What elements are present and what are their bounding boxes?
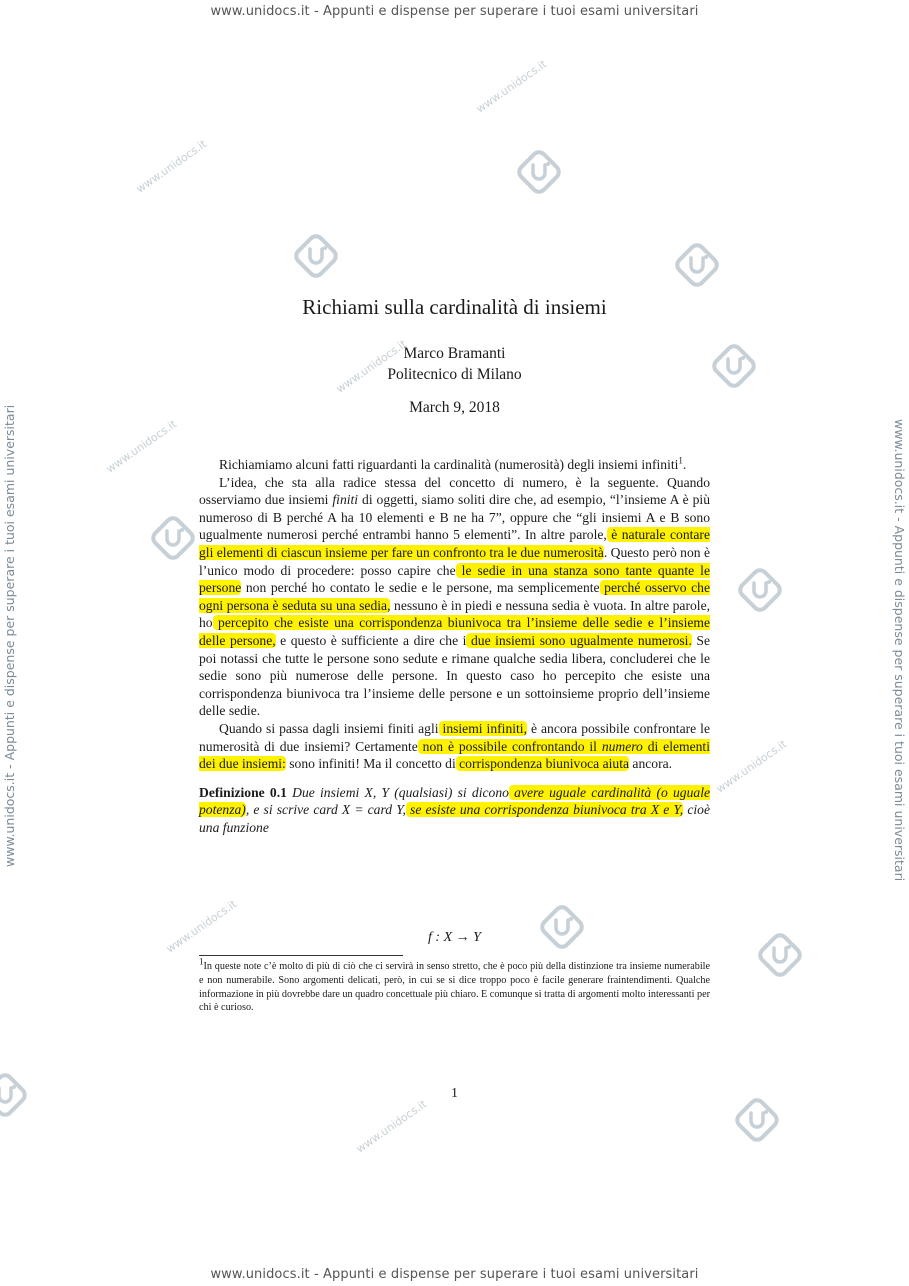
highlight: le sedie in una stanza sono tante quante le persone bbox=[199, 562, 710, 596]
top-banner[interactable]: www.unidocs.it - Appunti e dispense per superare i tuoi esami universitari bbox=[210, 4, 699, 19]
formula: f : X → Y bbox=[428, 930, 481, 945]
highlight: se esiste una corrispondenza biunivoca tra X e Y, bbox=[405, 802, 684, 818]
footnote-rule bbox=[199, 955, 403, 956]
footnote: $^1$In queste note c’è molto di più di ciò che ci servirà in senso stretto, che è poco più della distinzione tra insieme numerabile e non numerabile. Sono argomenti delicati, però, in cui se si dice troppo poco è facile generare fraintendimenti. Qualche informazione in più dovrebbe dare un quadro concettuale più chiaro. E comunque si tratta di argomenti molto interessanti per chi è curioso. bbox=[199, 956, 711, 1014]
footnote-number: 1 bbox=[199, 956, 204, 967]
highlight: non è possibile confrontando il numero di elementi dei due insiemi: bbox=[199, 738, 710, 772]
watermark-text: www.unidocs.it bbox=[333, 337, 410, 396]
body-text bbox=[199, 456, 710, 836]
document-title: Richiami sulla cardinalità di insiemi bbox=[302, 295, 607, 319]
highlight: percepito che esiste una corrispondenza biunivoca tra l’insieme delle sedie e l’insieme delle persone, bbox=[199, 615, 710, 648]
watermark-text: www.unidocs.it bbox=[133, 137, 210, 196]
watermark-text: www.unidocs.it bbox=[473, 57, 550, 116]
author-affiliation: Politecnico di Milano bbox=[387, 366, 522, 383]
paragraph-infinite: Quando si passa dagli insiemi finiti agli insiemi infiniti, è ancora possibile confrontare le numerosità di due insiemi? Certamente non è possibile confrontando il numero di elementi dei due insiemi: sono infiniti! Ma il concetto di corrispondenza biunivoca aiuta ancora. bbox=[199, 720, 710, 772]
highlight: due insiemi sono ugualmente numerosi. bbox=[466, 632, 692, 648]
definition-label: Definizione 0.1 bbox=[199, 784, 287, 800]
left-side-banner: www.unidocs.it - Appunti e dispense per superare i tuoi esami universitari bbox=[2, 404, 17, 867]
highlight: insiemi infiniti, bbox=[438, 720, 527, 736]
unidocs-logo-icon bbox=[675, 243, 719, 291]
watermark-text: www.unidocs.it bbox=[163, 897, 240, 956]
highlight: è naturale contare gli elementi di ciascun insieme per fare un confronto tra le due numerosità bbox=[199, 527, 710, 560]
author-name: Marco Bramanti bbox=[403, 345, 506, 362]
watermark-text: www.unidocs.it bbox=[353, 1097, 430, 1156]
right-side-banner: www.unidocs.it - Appunti e dispense per superare i tuoi esami universitari bbox=[892, 419, 907, 882]
bottom-banner[interactable]: www.unidocs.it - Appunti e dispense per superare i tuoi esami universitari bbox=[210, 1267, 699, 1282]
watermark-text: www.unidocs.it bbox=[713, 737, 790, 796]
definition-block: Definizione 0.1 Due insiemi X, Y (qualsiasi) si dicono avere uguale cardinalità (o uguale potenza), e si scrive card X = card Y, se esiste una corrispondenza biunivoca tra X e Y, cioè una funzione bbox=[199, 784, 711, 835]
highlight: perché osservo che ogni persona è seduta su una sedia, bbox=[199, 580, 710, 613]
unidocs-logo-icon bbox=[151, 516, 195, 564]
page-number: 1 bbox=[451, 1086, 458, 1101]
unidocs-logo-icon bbox=[735, 1098, 779, 1146]
paragraph-intro: Richiamiamo alcuni fatti riguardanti la cardinalità (numerosità) degli insiemi infiniti$^1$. bbox=[219, 455, 687, 472]
footnote-mark[interactable]: 1 bbox=[678, 455, 683, 466]
highlight: avere uguale cardinalità (o uguale potenza) bbox=[199, 784, 711, 818]
unidocs-logo-icon bbox=[517, 150, 561, 198]
highlight: corrispondenza biunivoca aiuta bbox=[455, 756, 630, 772]
unidocs-logo-icon bbox=[294, 234, 338, 282]
unidocs-logo-icon bbox=[738, 568, 782, 616]
document-date: March 9, 2018 bbox=[409, 399, 500, 416]
watermark-text: www.unidocs.it bbox=[103, 417, 180, 476]
paragraph-idea: L’idea, che sta alla radice stessa del concetto di numero, è la seguente. Quando osserviamo due insiemi finiti di oggetti, siamo soliti dire che, ad esempio, “l’insieme A è più numeroso di B perché A ha 10 elementi e B ne ha 7”, oppure che “gli insiemi A e B sono ugualmente numerosi perché entrambi hanno 5 elementi”. In altre parole, è naturale contare gli elementi di ciascun insieme per fare un confronto tra le due numerosità. Questo però non è l’unico modo di procedere: posso capire che le sedie in una stanza sono tante quante le persone non perché ho contato le sedie e le persone, ma semplicemente perché osservo che ogni persona è seduta su una sedia, nessuno è in piedi e nessuna sedia è vuota. In altre parole, ho percepito che esiste una corrispondenza biunivoca tra l’insieme delle sedie e l’insieme delle persone, e questo è sufficiente a dire che i due insiemi sono ugualmente numerosi. Se poi notassi che tutte le persone sono sedute e rimane qualche sedia libera, concluderei che le sedie sono più numerose delle persone. In questo caso ho percepito che esiste una corrispondenza biunivoca tra l’insieme delle persone e un sottoinsieme proprio dell’insieme delle sedie. bbox=[199, 474, 711, 719]
